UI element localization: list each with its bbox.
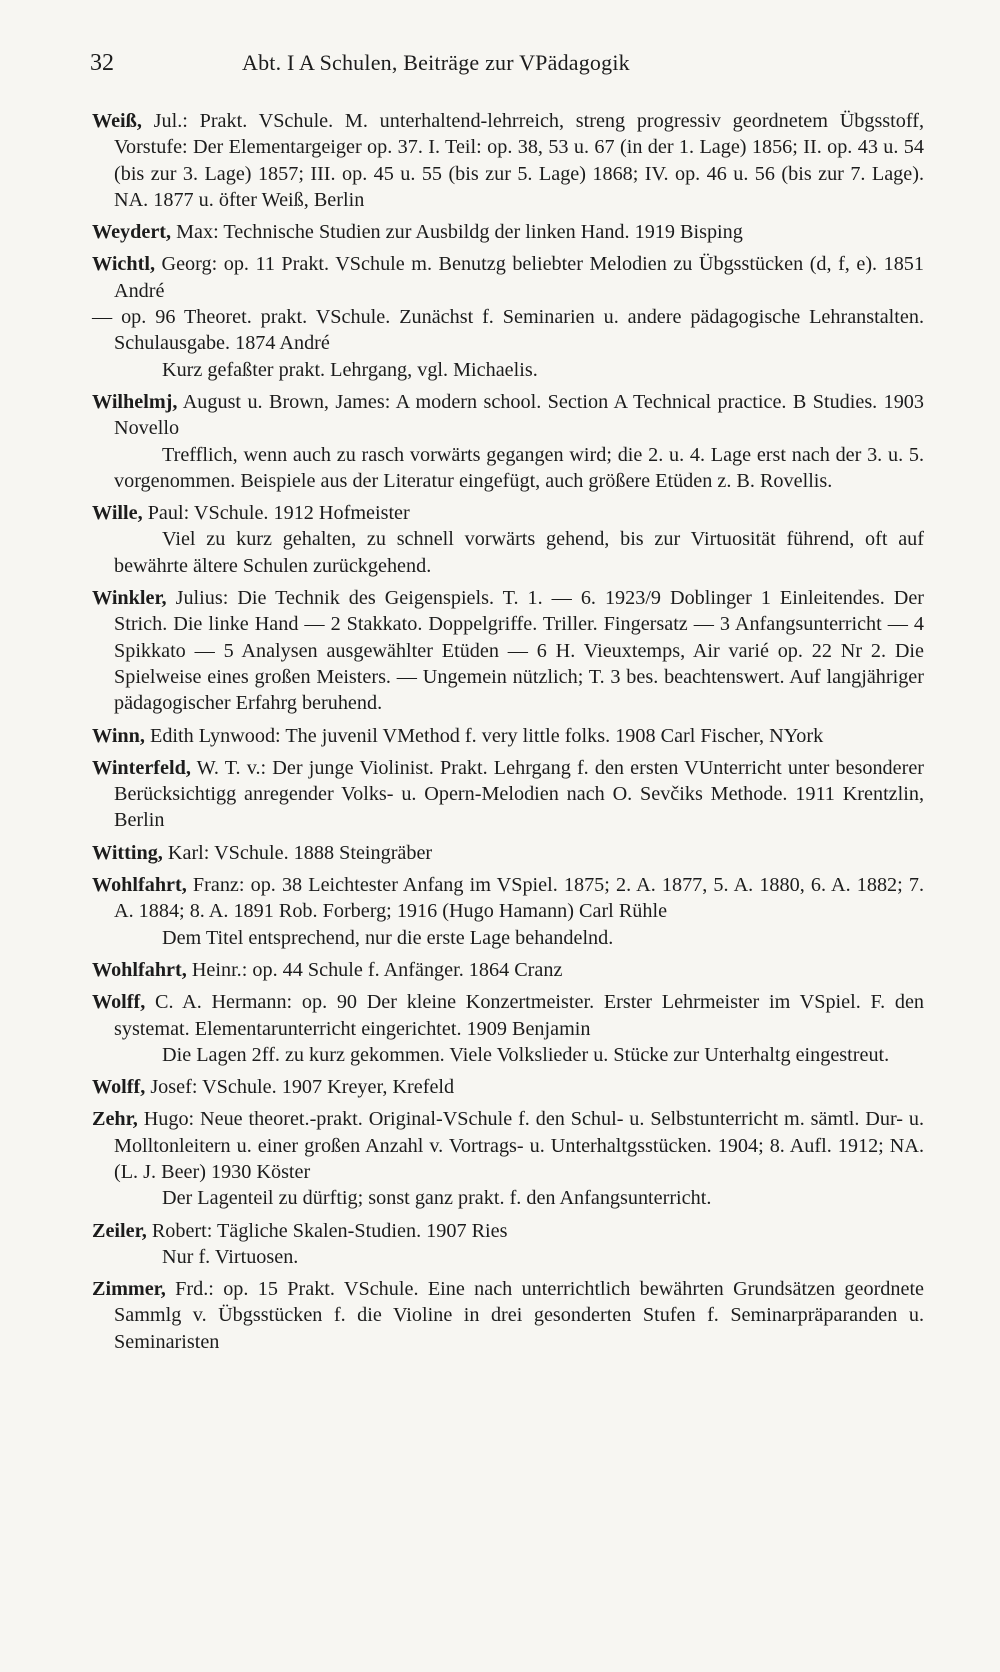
entry-text: Franz: op. 38 Leichtester Anfang im VSpiel. 1875; 2. A. 1877, 5. A. 1880, 6. A. 1882; 7. A. 1884; 8. A. 1891 Rob. Forberg; 1916 (Hugo Hamann) Carl Rühle [114, 874, 924, 923]
bibliography-entry [92, 840, 924, 866]
entry-annotation: Kurz gefaßter prakt. Lehrgang, vgl. Michaelis. [162, 358, 538, 381]
entry-author: Wilhelmj, [92, 390, 178, 413]
entry-author: Weiß, [92, 110, 142, 132]
entry-text: Julius: Die Technik des Geigenspiels. T. 1. — 6. 1923/9 Doblinger 1 Einleitendes. Der Strich. Die linke Hand — 2 Stakkato. Doppelgriffe. Triller. Fingersatz — 3 Anfangsunterricht — 4 Spikkato — 5 Analysen ausgewählter Etüden — 6 H. Vieuxtemps, Air varié op. 22 Nr 2. Die Spielweise eines großen Meisters. — Ungemein nützlich; T. 3 bes. beachtenswert. Auf langjähriger pädagogischer Erfahrg beruhend. [114, 587, 925, 715]
entry-text: Max: Technische Studien zur Ausbildg der linken Hand. 1919 Bisping [176, 221, 743, 244]
entry-annotation: Trefflich, wenn auch zu rasch vorwärts gegangen wird; die 2. u. 4. Lage erst nach der 3. u. 5. vorgenommen. Beispiele aus der Literatur eingefügt, auch größere Etüden z. B. Rovellis. [114, 443, 924, 492]
entry-text: Josef: VSchule. 1907 Kreyer, Krefeld [150, 1076, 455, 1099]
entry-author: Winterfeld, [92, 756, 191, 779]
entry-text: Georg: op. 11 Prakt. VSchule m. Benutzg beliebter Melodien zu Übgsstücken (d, f, e). 1851 André [114, 253, 924, 302]
entry-continuation: — op. 96 Theoret. prakt. VSchule. Zunächst f. Seminarien u. andere pädagogische Lehranstalten. Schulausgabe. 1874 André [92, 306, 924, 355]
entry-text: Edith Lynwood: The juvenil VMethod f. very little folks. 1908 Carl Fischer, NYork [149, 724, 824, 747]
entry-text: Paul: VSchule. 1912 Hofmeister [147, 502, 410, 525]
entry-author: Wichtl, [92, 253, 155, 276]
entry-annotation: Viel zu kurz gehalten, zu schnell vorwärts gehend, bis zur Virtuosität führend, oft auf bewährte ältere Schulen zurückgehend. [114, 528, 924, 577]
entry-author: Weydert, [92, 221, 172, 244]
entry-author: Zimmer, [92, 1278, 166, 1301]
bibliography-entry [92, 1106, 924, 1211]
entry-text: C. A. Hermann: op. 90 Der kleine Konzertmeister. Erster Lehrmeister im VSpiel. F. den systemat. Elementarunterricht eingerichtet. 1909 Benjamin [114, 991, 924, 1040]
bibliography-entry [92, 1218, 924, 1271]
bibliography-entry [92, 1276, 924, 1355]
entry-annotation: Dem Titel entsprechend, nur die erste Lage behandelnd. [162, 926, 614, 949]
entry-text: Robert: Tägliche Skalen-Studien. 1907 Ries [151, 1219, 508, 1242]
entry-text: Hugo: Neue theoret.-prakt. Original-VSchule f. den Schul- u. Selbstunterricht m. sämtl. Dur- u. Molltonleitern u. einer großen Anzahl v. Vortrags- u. Unterhaltgsstücken. 1904; 8. Aufl. 1912; NA. (L. J. Beer) 1930 Köster [114, 1108, 925, 1183]
page-number: 32 [90, 50, 114, 76]
bibliography-entry [92, 989, 924, 1068]
entry-text: Heinr.: op. 44 Schule f. Anfänger. 1864 Cranz [191, 958, 563, 981]
entry-text: W. T. v.: Der junge Violinist. Prakt. Lehrgang f. den ersten VUnterricht unter besonderer Berücksichtigg anregender Volks- u. Opern-Melodien nach O. Sevčiks Methode. 1911 Krentzlin, Berlin [114, 756, 925, 832]
bibliography-entry [92, 585, 924, 716]
bibliography-entry [92, 219, 924, 245]
entry-annotation: Die Lagen 2ff. zu kurz gekommen. Viele Volkslieder u. Stücke zur Unterhaltg eingestreut. [162, 1043, 890, 1066]
entry-text: Jul.: Prakt. VSchule. M. unterhaltend-lehrreich, streng progressiv geordnetem Übgsstoff, Vorstufe: Der Elementargeiger op. 37. I. Teil: op. 38, 53 u. 67 (in der 1. Lage) 1856; II. op. 43 u. 54 (bis zur 3. Lage) 1857; III. op. 45 u. 55 (bis zur 5. Lage) 1868; IV. op. 46 u. 56 (bis zur 7. Lage). NA. 1877 u. öfter Weiß, Berlin [114, 110, 924, 211]
bibliography-entry [92, 108, 924, 213]
entry-author: Zeiler, [92, 1219, 147, 1242]
entry-annotation: Nur f. Virtuosen. [162, 1245, 299, 1268]
entry-text: Frd.: op. 15 Prakt. VSchule. Eine nach unterrichtlich bewährten Grundsätzen geordnete Sammlg v. Übgsstücken f. die Violine in drei gesonderten Stufen f. Seminarpräparanden u. Seminaristen [114, 1278, 925, 1353]
bibliography-entry [92, 723, 924, 749]
entry-annotation: Der Lagenteil zu dürftig; sonst ganz prakt. f. den Anfangsunterricht. [162, 1187, 712, 1210]
entry-author: Wolff, [92, 1076, 146, 1099]
entry-text: August u. Brown, James: A modern school. Section A Technical practice. B Studies. 1903 Novello [114, 390, 924, 440]
bibliography-entry [92, 251, 924, 382]
entry-author: Wolff, [92, 991, 146, 1014]
entry-author: Zehr, [92, 1108, 138, 1131]
entry-author: Winn, [92, 724, 145, 747]
bibliography-entry [92, 500, 924, 579]
bibliography-entry [92, 389, 924, 494]
bibliography-entries [92, 108, 924, 1361]
entry-author: Winkler, [92, 587, 167, 610]
entry-author: Wohlfahrt, [92, 874, 187, 897]
entry-text: Karl: VSchule. 1888 Steingräber [167, 841, 433, 864]
bibliography-entry [92, 1074, 924, 1100]
entry-author: Wille, [92, 502, 143, 525]
running-head-title: Abt. I A Schulen, Beiträge zur VPädagogik [242, 50, 630, 75]
bibliography-entry [92, 872, 924, 951]
entry-author: Witting, [92, 841, 163, 864]
running-head [90, 50, 924, 84]
bibliography-entry [92, 755, 924, 834]
entry-author: Wohlfahrt, [92, 958, 187, 981]
bibliography-entry [92, 957, 924, 983]
